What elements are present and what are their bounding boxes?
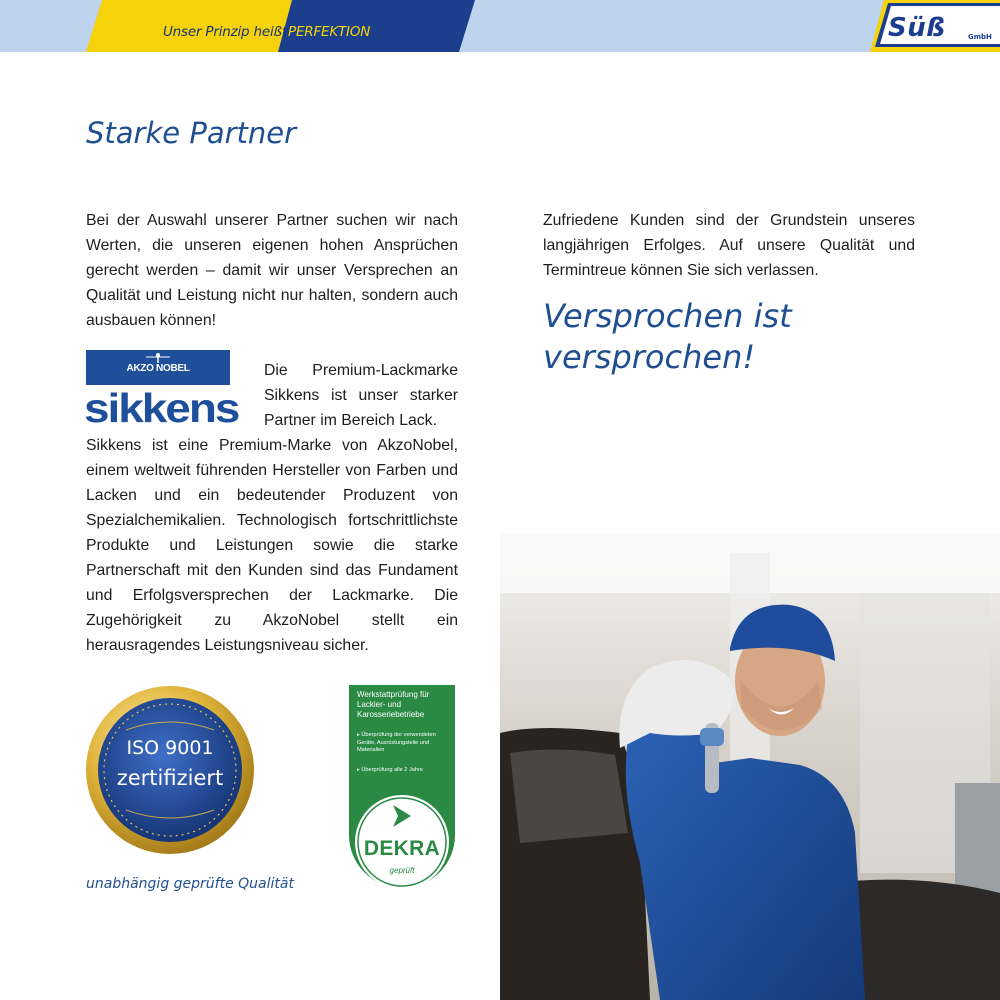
page-title: Starke Partner [86,116,297,150]
sikkens-paragraph: Sikkens ist eine Premium-Marke von AkzoNobel, einem weltweit führenden Hersteller von Farben und Lacken und ein bedeutender Produzent von Spezialchemikalien. Technologisch fortschrittlichste Produkte und Leistungen sowie die starke Partnerschaft mit den Kunden sind das Fundament und Erfolgsversprechen der Lackmarke. Die Zugehörigkeit zu AkzoNobel stellt ein herausragendes Leistungsniveau sicher. [86,437,458,654]
header-tagline-highlight: PERFEKTION [288,24,371,40]
dekra-heading: Werkstattprüfung für Lackier- und Karosseriebetriebe [357,690,430,719]
iso-caption: unabhängig geprüfte Qualität [86,876,294,892]
intro-paragraph: Bei der Auswahl unserer Partner suchen wir nach Werten, die unseren eigenen hohen Ansprüchen gerecht werden – damit wir unser Versprechen an Qualität und Leistung nicht nur halten, sondern auch ausbauen können! [86,212,458,329]
iso-badge-line2: zertifiziert [116,766,224,790]
customer-paragraph: Zufriedene Kunden sind der Grundstein unseres langjährigen Erfolges. Auf unsere Qualität und Termintreue können Sie sich verlassen. [543,212,915,279]
mechanic-photo [500,533,1000,1000]
dekra-bullet-2: ▸ Überprüfung alle 2 Jahre [357,767,423,773]
dekra-stamp: geprüft [389,866,415,875]
iso-badge-line1: ISO 9001 [126,737,214,759]
slogan: Versprochen ist versprochen! [543,297,792,376]
akzonobel-logo [86,350,230,385]
logo-suffix: GmbH [968,33,992,41]
dekra-name: DEKRA [363,837,441,860]
logo-text: Süß [888,13,946,43]
sikkens-intro: Die Premium-Lackmarke Sikkens ist unser starker Partner im Bereich Lack. [264,362,458,429]
akzonobel-brand: AKZO NOBEL [126,363,190,374]
sikkens-wordmark: sikkens [84,385,239,431]
header-tagline: Unser Prinzip heißt [163,24,287,40]
akzonobel-figure-icon [146,352,170,363]
dekra-bullet-1: ▸ Überprüfung der verwendeten Geräte, Ausrüstungsteile und Materialien [357,732,436,753]
header-stripes [0,0,1000,52]
